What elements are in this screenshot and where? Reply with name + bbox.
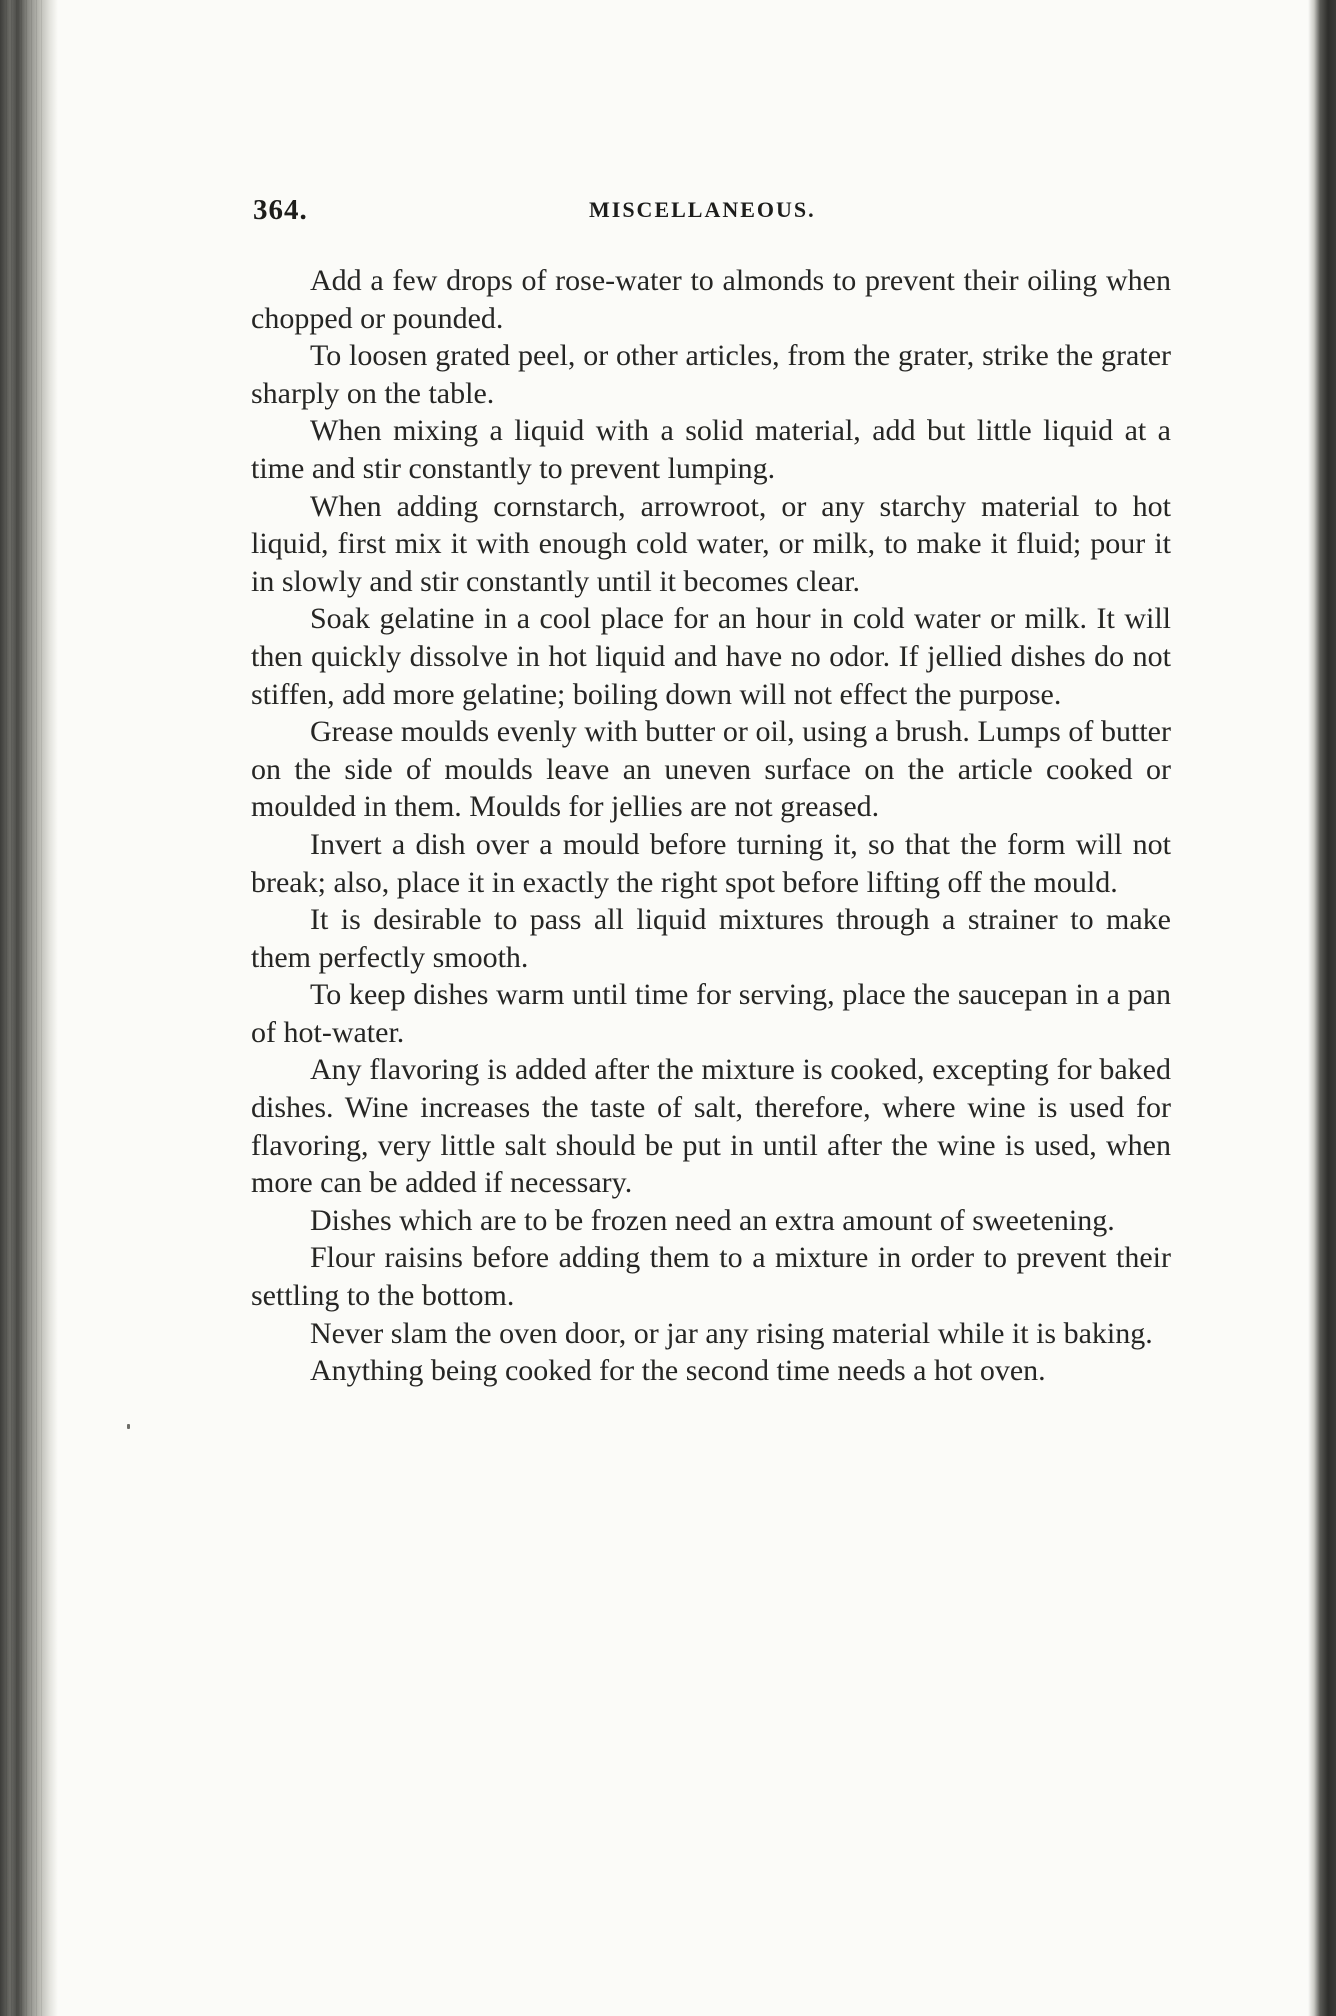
running-head: MISCELLANEOUS. [589,197,816,222]
paragraph: Soak gelatine in a cool place for an hour in cold water or milk. It will then quickly dissolve in hot liquid and have no odor. If jellied dishes do not stiffen, add more gelatine; boiling down will not effect the purpose. [251,602,1171,711]
paragraph: Anything being cooked for the second time needs a hot oven. [310,1354,1046,1388]
paragraph: Grease moulds evenly with butter or oil, using a brush. Lumps of butter on the side of moulds leave an uneven surface on the article cooked or moulded in them. Moulds for jellies are not greased. [251,715,1171,824]
paragraph: When mixing a liquid with a solid material, add but little liquid at a time and stir constantly to prevent lumping. [251,414,1171,485]
paragraph: When adding cornstarch, arrowroot, or any starchy material to hot liquid, first mix it with enough cold water, or milk, to make it fluid; pour it in slowly and stir constantly until it becomes clear. [251,489,1171,598]
paragraph: To loosen grated peel, or other articles, from the grater, strike the grater sharply on the table. [251,339,1171,410]
paragraph: Add a few drops of rose-water to almonds to prevent their oiling when chopped or pounded. [251,264,1171,335]
paragraph: Never slam the oven door, or jar any rising material while it is baking. [310,1316,1153,1350]
page-number: 364. [253,194,308,226]
paragraph: Invert a dish over a mould before turning it, so that the form will not break; also, place it in exactly the right spot before lifting off the mould. [251,827,1171,899]
paragraph: To keep dishes warm until time for serving, place the saucepan in a pan of hot-water. [251,978,1171,1049]
paragraph: Dishes which are to be frozen need an extra amount of sweetening. [310,1203,1115,1237]
binding-gutter-texture [6,0,46,2016]
scan-speck [127,1424,130,1429]
paragraph: Any flavoring is added after the mixture is cooked, excepting for baked dishes. Wine increases the taste of salt, therefore, where wine is used for flavoring, very little salt should be put in until after the wine is used, when more can be added if necessary. [251,1053,1171,1200]
page-header [253,194,1173,234]
body-text [251,262,1171,1390]
page-right-edge [1308,0,1336,2016]
paragraph: It is desirable to pass all liquid mixtures through a strainer to make them perfectly smooth. [251,903,1171,974]
paragraph: Flour raisins before adding them to a mixture in order to prevent their settling to the bottom. [251,1241,1171,1313]
